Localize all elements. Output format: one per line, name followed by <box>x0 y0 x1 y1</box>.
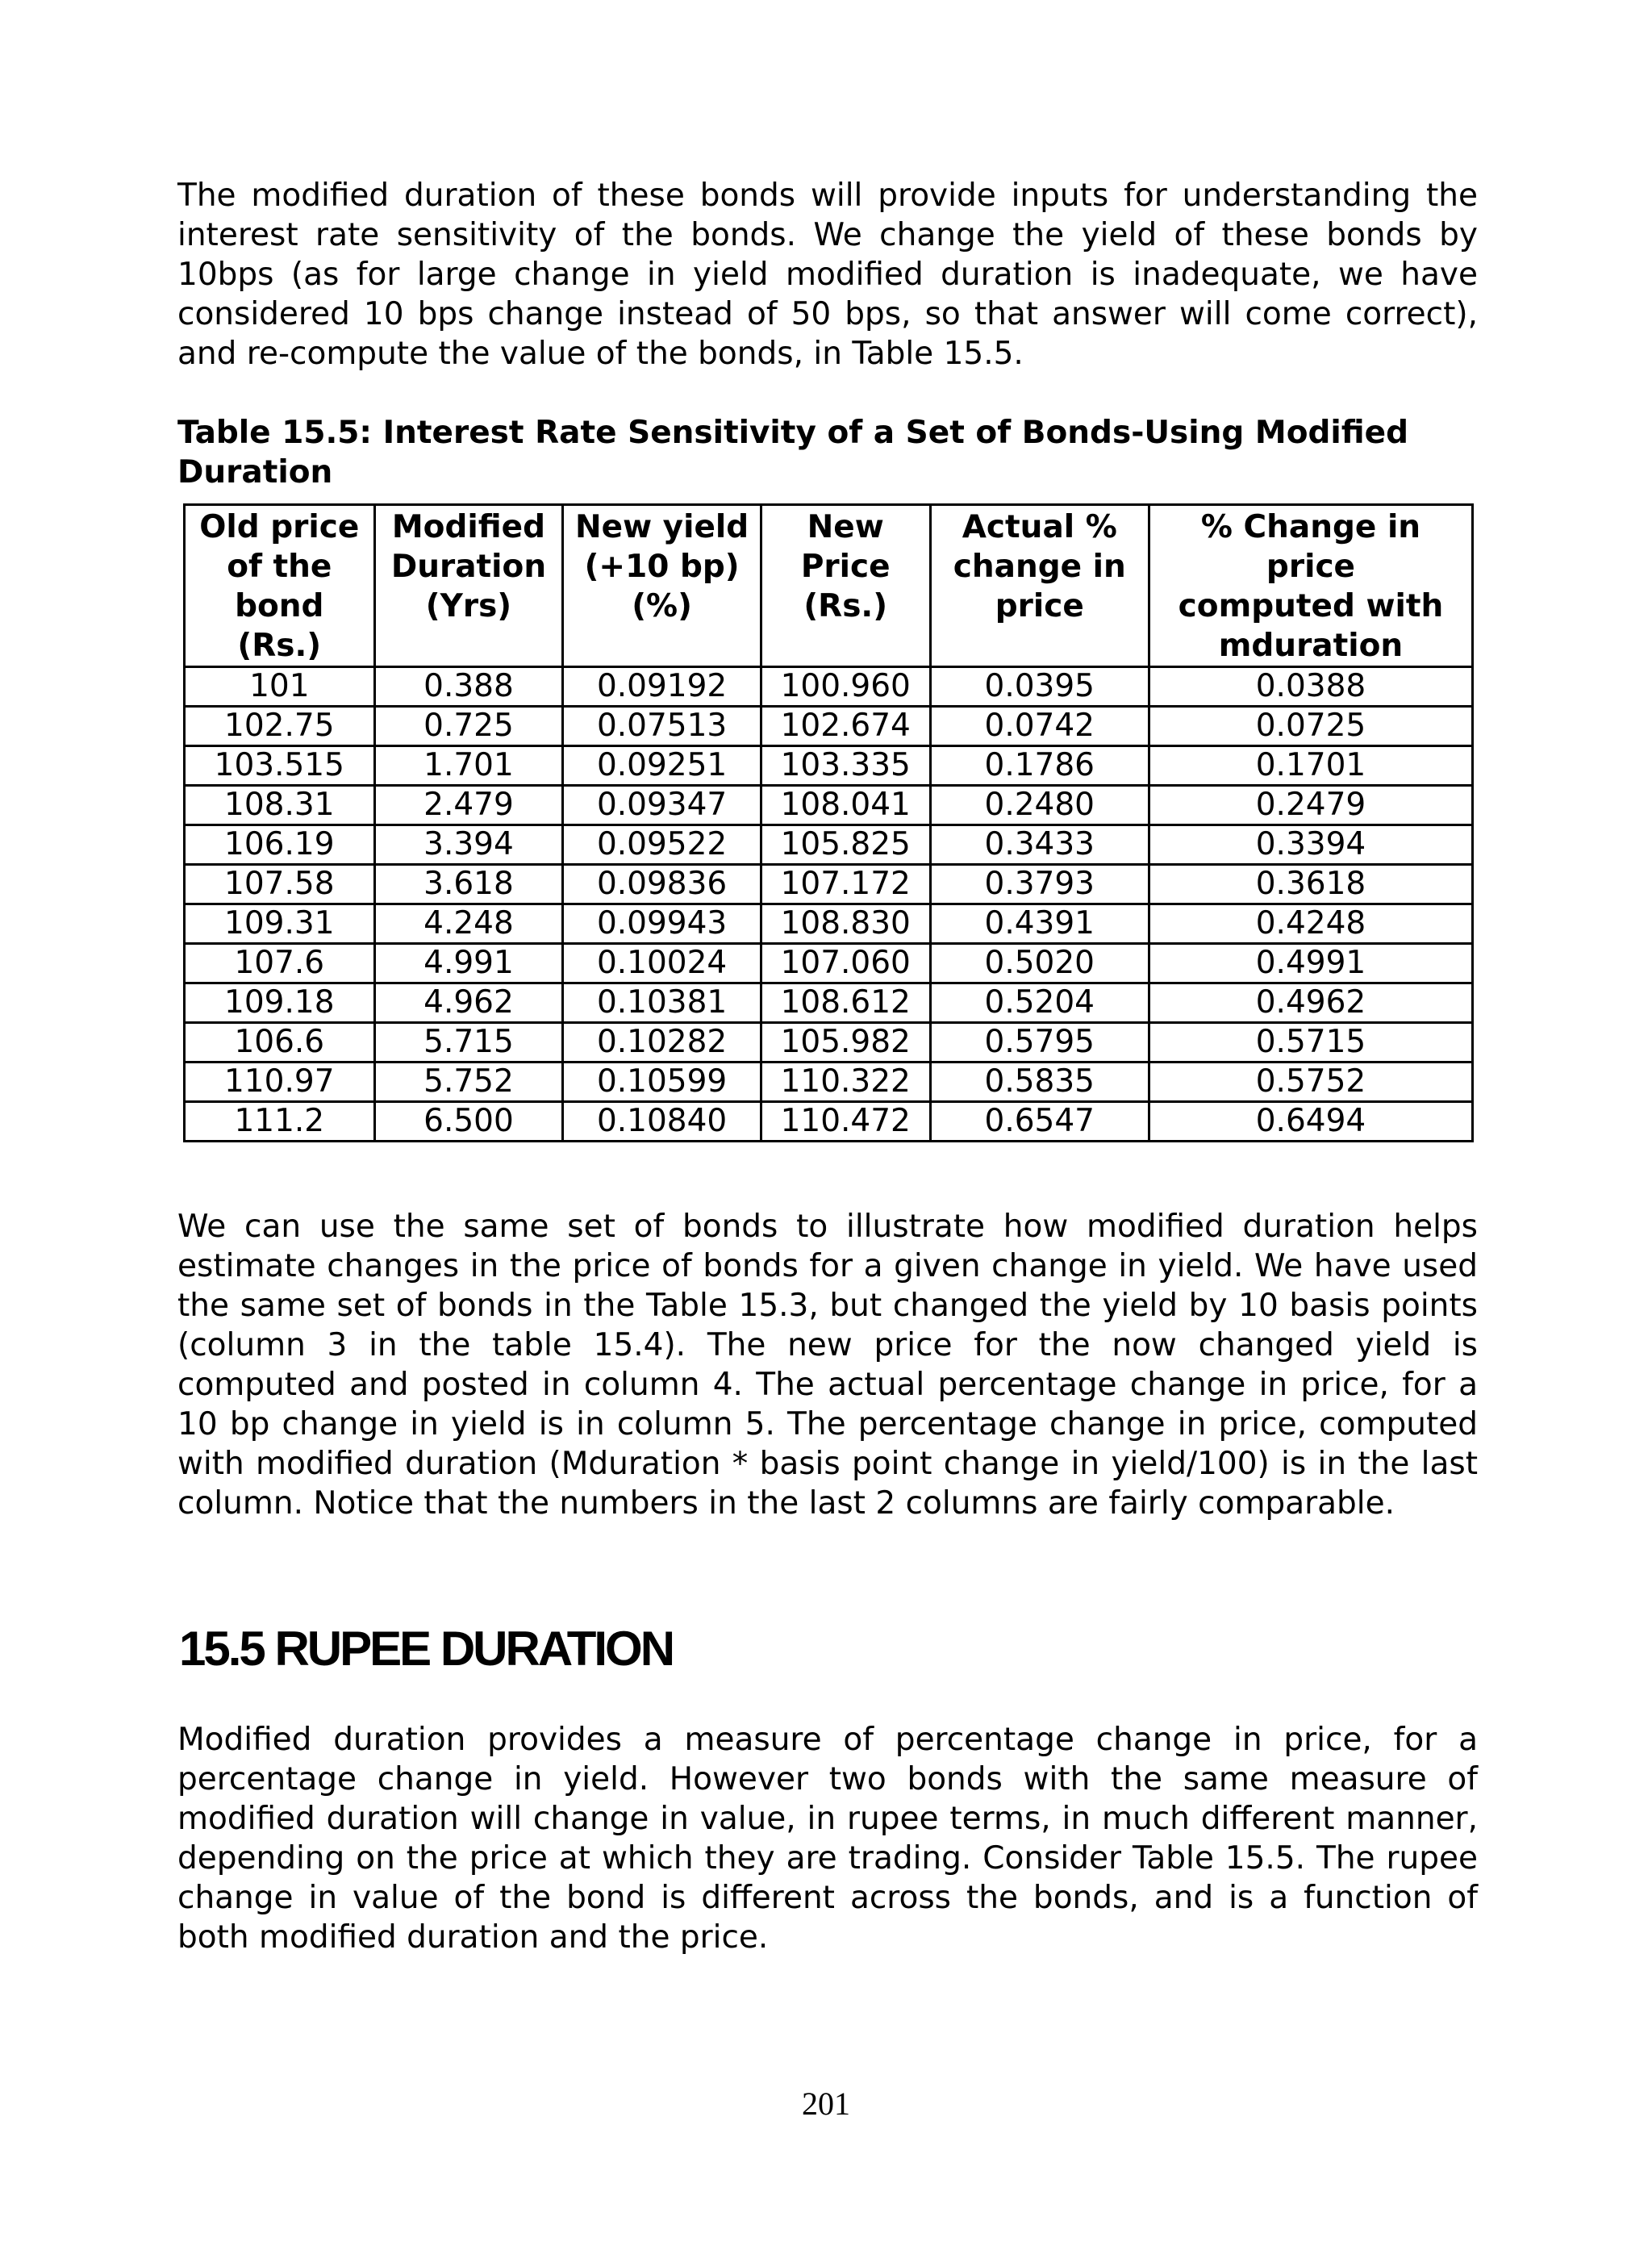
table-cell: 0.5204 <box>930 983 1149 1023</box>
table-cell: 0.09347 <box>563 786 761 825</box>
table-cell: 0.4962 <box>1149 983 1472 1023</box>
table-cell: 0.10840 <box>563 1102 761 1142</box>
table-cell: 105.825 <box>761 825 930 865</box>
table-cell: 0.09251 <box>563 746 761 786</box>
table-row <box>185 983 1473 1023</box>
table-cell: 0.0395 <box>930 667 1149 707</box>
table-cell: 5.752 <box>374 1063 563 1102</box>
table-cell: 0.5795 <box>930 1023 1149 1063</box>
table-cell: 0.3618 <box>1149 865 1472 904</box>
table-cell: 0.4991 <box>1149 944 1472 983</box>
table-cell: 109.18 <box>185 983 375 1023</box>
table-cell: 105.982 <box>761 1023 930 1063</box>
table-cell: 102.674 <box>761 707 930 746</box>
header-new-yield: New yield (+10 bp) (%) <box>563 505 761 667</box>
table-cell: 111.2 <box>185 1102 375 1142</box>
table-cell: 3.394 <box>374 825 563 865</box>
table-row <box>185 746 1473 786</box>
table-cell: 0.0725 <box>1149 707 1472 746</box>
table-row <box>185 667 1473 707</box>
table-row <box>185 825 1473 865</box>
table-cell: 0.10599 <box>563 1063 761 1102</box>
table-cell: 2.479 <box>374 786 563 825</box>
table-cell: 107.6 <box>185 944 375 983</box>
table-cell: 108.041 <box>761 786 930 825</box>
table-cell: 108.31 <box>185 786 375 825</box>
table-cell: 0.6547 <box>930 1102 1149 1142</box>
table-cell: 100.960 <box>761 667 930 707</box>
header-old-price: Old price of the bond (Rs.) <box>185 505 375 667</box>
table-row <box>185 865 1473 904</box>
section-heading: 15.5 RUPEE DURATION <box>179 1622 674 1676</box>
table-row <box>185 786 1473 825</box>
table-row <box>185 904 1473 944</box>
table-cell: 107.060 <box>761 944 930 983</box>
table-cell: 0.09836 <box>563 865 761 904</box>
table-cell: 108.612 <box>761 983 930 1023</box>
table-cell: 107.172 <box>761 865 930 904</box>
table-cell: 0.6494 <box>1149 1102 1472 1142</box>
intro-paragraph: The modified duration of these bonds will provide inputs for understanding the interest rate sensitivity of the bonds. We change the yield of these bonds by 10bps (as for large change in yield modified duration is inadequate, we have considered 10 bps change instead of 50 bps, so that answer will come correct), and re-compute the value of the bonds, in Table 15.5. <box>177 177 1478 372</box>
table-cell: 107.58 <box>185 865 375 904</box>
table-row <box>185 944 1473 983</box>
table-cell: 0.4248 <box>1149 904 1472 944</box>
table-cell: 0.10282 <box>563 1023 761 1063</box>
table-cell: 0.5752 <box>1149 1063 1472 1102</box>
header-modified-duration: Modified Duration (Yrs) <box>374 505 563 667</box>
table-row <box>185 1023 1473 1063</box>
table-cell: 103.335 <box>761 746 930 786</box>
table-cell: 0.388 <box>374 667 563 707</box>
header-new-price: New Price (Rs.) <box>761 505 930 667</box>
table-cell: 3.618 <box>374 865 563 904</box>
table-cell: 5.715 <box>374 1023 563 1063</box>
table-cell: 0.0388 <box>1149 667 1472 707</box>
table-cell: 0.10024 <box>563 944 761 983</box>
table-cell: 0.07513 <box>563 707 761 746</box>
header-actual-change: Actual % change in price <box>930 505 1149 667</box>
table-cell: 103.515 <box>185 746 375 786</box>
table-cell: 1.701 <box>374 746 563 786</box>
table-cell: 0.1786 <box>930 746 1149 786</box>
table-cell: 0.0742 <box>930 707 1149 746</box>
table-cell: 0.09943 <box>563 904 761 944</box>
table-cell: 0.09192 <box>563 667 761 707</box>
table-cell: 101 <box>185 667 375 707</box>
table-cell: 0.09522 <box>563 825 761 865</box>
table-cell: 0.3394 <box>1149 825 1472 865</box>
table-cell: 110.322 <box>761 1063 930 1102</box>
table-cell: 110.97 <box>185 1063 375 1102</box>
table-cell: 4.248 <box>374 904 563 944</box>
table-cell: 4.991 <box>374 944 563 983</box>
table-cell: 0.2480 <box>930 786 1149 825</box>
table-cell: 0.3433 <box>930 825 1149 865</box>
table-cell: 106.6 <box>185 1023 375 1063</box>
table-cell: 0.10381 <box>563 983 761 1023</box>
table-caption: Table 15.5: Interest Rate Sensitivity of a Set of Bonds-Using Modified Duration <box>177 415 1409 491</box>
header-mduration-change: % Change in price computed with mduration <box>1149 505 1472 667</box>
section-paragraph: Modified duration provides a measure of percentage change in price, for a percentage change in yield. However two bonds with the same measure of modified duration will change in value, in rupee terms, in much different manner, depending on the price at which they are trading. Consider Table 15.5. The rupee change in value of the bond is different across the bonds, and is a function of both modified duration and the price. <box>177 1722 1478 1956</box>
bond-sensitivity-table <box>183 503 1474 1142</box>
table-cell: 4.962 <box>374 983 563 1023</box>
table-cell: 0.5715 <box>1149 1023 1472 1063</box>
table-cell: 0.5835 <box>930 1063 1149 1102</box>
table-cell: 0.5020 <box>930 944 1149 983</box>
table-cell: 0.3793 <box>930 865 1149 904</box>
page-number: 201 <box>802 2085 850 2122</box>
table-row <box>185 707 1473 746</box>
table-cell: 0.725 <box>374 707 563 746</box>
table-header-row <box>185 505 1473 667</box>
table-cell: 6.500 <box>374 1102 563 1142</box>
table-cell: 0.1701 <box>1149 746 1472 786</box>
table-cell: 108.830 <box>761 904 930 944</box>
table-cell: 106.19 <box>185 825 375 865</box>
table-cell: 0.4391 <box>930 904 1149 944</box>
table-row <box>185 1063 1473 1102</box>
table-row <box>185 1102 1473 1142</box>
table-cell: 109.31 <box>185 904 375 944</box>
table-body <box>185 667 1473 1142</box>
explanation-paragraph: We can use the same set of bonds to illustrate how modified duration helps estimate changes in the price of bonds for a given change in yield. We have used the same set of bonds in the Table 15.3, but changed the yield by 10 basis points (column 3 in the table 15.4). The new price for the now changed yield is computed and posted in column 4. The actual percentage change in price, for a 10 bp change in yield is in column 5. The percentage change in price, computed with modified duration (Mduration * basis point change in yield/100) is in the last column. Notice that the numbers in the last 2 columns are fairly comparable. <box>177 1209 1478 1522</box>
table-cell: 110.472 <box>761 1102 930 1142</box>
table-cell: 102.75 <box>185 707 375 746</box>
table-cell: 0.2479 <box>1149 786 1472 825</box>
